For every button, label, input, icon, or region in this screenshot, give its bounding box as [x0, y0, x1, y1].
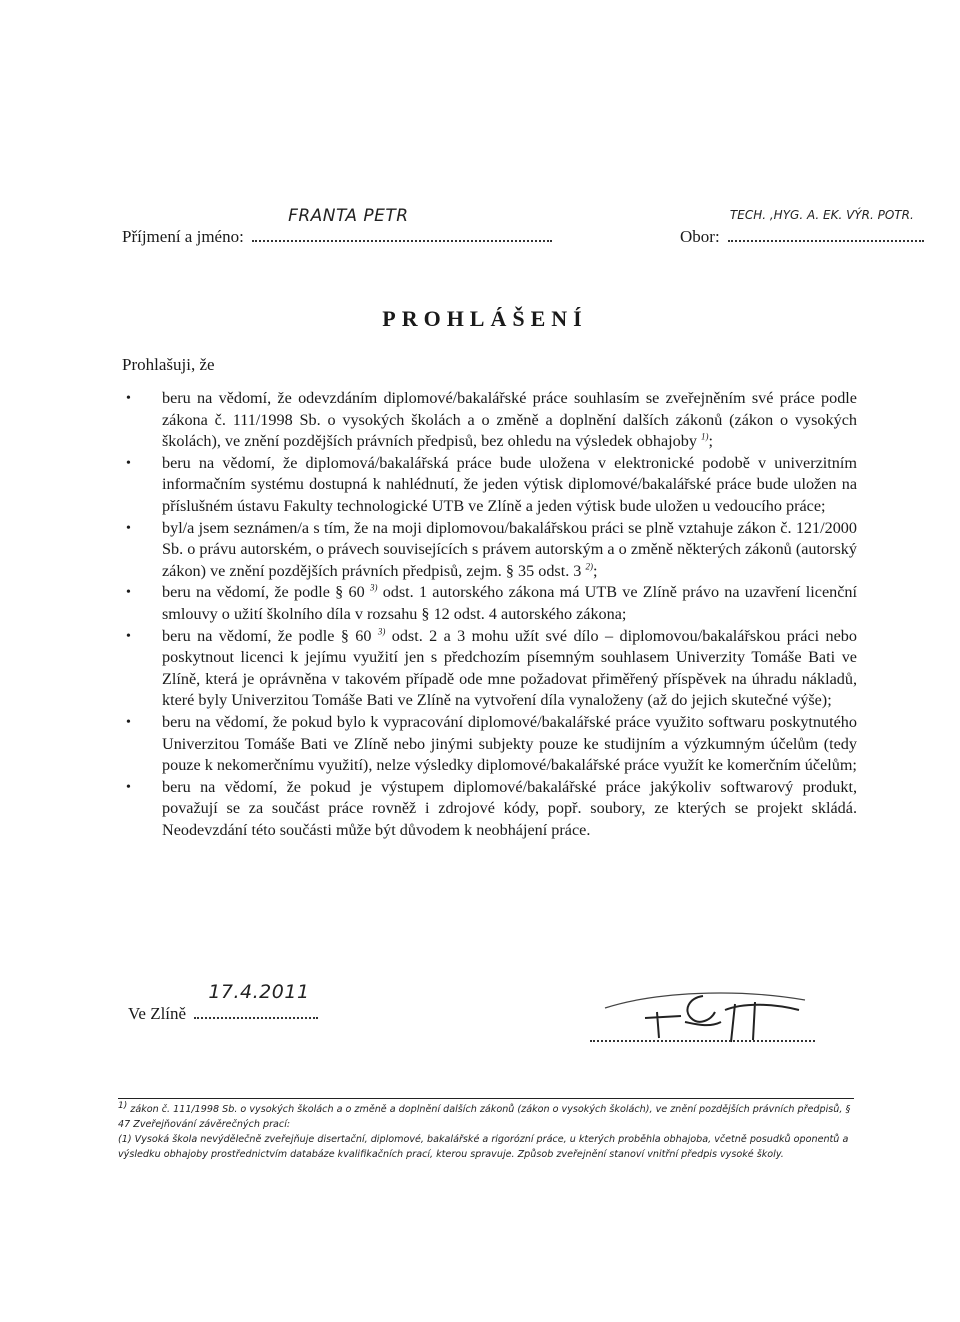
name-dotted-line	[252, 206, 552, 242]
list-item: • beru na vědomí, že odevzdáním diplomové/bakalářské práce souhlasím se zveřejněním své práce podle zákona č. 111/1998 Sb. o vysokých školách a o změně a doplnění dalších zákonů (zákon o vysokých školách), ve znění pozdějších právních předpisů, bez ohledu na výsledek obhajoby $^{1)}$;	[126, 389, 857, 451]
place-date-row	[128, 981, 318, 1024]
footnote-1: $^{1)}$ zákon č. 111/1998 Sb. o vysokých školách a o změně a doplnění dalších zákonů (zákon o vysokých školách), ve znění pozdějších právních předpisů, § 47 Zveřejňování závěrečných prací:	[118, 1100, 851, 1130]
list-item: • beru na vědomí, že podle § 60 $^{3)}$ odst. 1 autorského zákona má UTB ve Zlíně právo na uzavření licenční smlouvy o užití školního díla v rozsahu § 12 odst. 4 autorského zákona;	[126, 582, 858, 623]
bullet-icon: •	[126, 779, 131, 795]
declaration-list	[122, 388, 857, 841]
date-dotted-line	[194, 981, 318, 1019]
name-row	[122, 206, 552, 247]
footnote-divider	[118, 1098, 854, 1099]
bullet-icon: •	[126, 714, 131, 730]
bullet-icon: •	[126, 520, 131, 536]
bullet-icon: •	[126, 628, 131, 644]
list-item: • beru na vědomí, že pokud bylo k vypracování diplomové/bakalářské práce využito softwaru poskytnutého Univerzitou Tomáše Bati ve Zlíně nebo jinými subjekty pouze ke studijním a výzkumným účelům (tedy pouze k nekomerčnímu využití), nelze výsledky diplomové/bakalářské práce využít ke komerčním účelům;	[126, 712, 857, 775]
field-dotted-line	[728, 208, 924, 242]
list-item: • beru na vědomí, že pokud je výstupem diplomové/bakalářské práce jakýkoliv softwarový produkt, považují se za součást práce rovněž i zdrojové kódy, popř. soubory, ze kterých se projekt skládá. Neodevzdání této součásti může být důvodem k neobhájení práce.	[126, 777, 857, 839]
bullet-icon: •	[126, 585, 131, 601]
field-row	[680, 208, 924, 247]
name-handwritten: FRANTA PETR	[288, 206, 409, 226]
list-item: • beru na vědomí, že diplomová/bakalářská práce bude uložena v elektronické podobě v univerzitním informačním systému dostupná k nahlédnutí, že jeden výtisk diplomové/bakalářské práce bude uložen na příslušném ústavu Fakulty technologické UTB ve Zlíně a jeden výtisk bude uložen u vedoucího práce;	[126, 453, 857, 515]
field-handwritten: TECH. ,HYG. A. EK. VÝR. POTR.	[729, 208, 914, 222]
signature-dotted-line	[590, 1040, 815, 1042]
place-label: Ve Zlíně	[128, 1004, 187, 1023]
bullet-icon: •	[126, 455, 131, 471]
list-item: • byl/a jsem seznámen/a s tím, že na moji diplomovou/bakalářskou práci se plně vztahuje zákon č. 121/2000 Sb. o právu autorském, o právech souvisejících s právem autorským a o změně některých zákonů (autorský zákon) ve znění pozdějších právních předpisů, zejm. § 35 odst. 3 $^{2)}$;	[126, 518, 857, 580]
list-item: • beru na vědomí, že podle § 60 $^{3)}$ odst. 2 a 3 mohu užít své dílo – diplomovou/bakalářskou práci nebo poskytnout licenci k jejímu využití jen s předchozím písemným souhlasem Univerzity Tomáše Bati ve Zlíně, která je oprávněna v takovém případě ode mne požadovat přiměřený příspěvek na úhradu nákladů, které byly Univerzitou Tomáše Bati ve Zlíně na vytvoření díla vynaloženy (až do jejich skutečné výše);	[126, 626, 857, 710]
name-label: Příjmení a jméno:	[122, 227, 244, 246]
footnotes	[118, 1102, 858, 1162]
page-title: PROHLÁŠENÍ	[382, 306, 588, 331]
bullet-icon: •	[126, 391, 131, 406]
handwritten-signature	[585, 982, 815, 1046]
date-handwritten: 17.4.2011	[208, 981, 310, 1003]
footnote-1-paragraph: (1) Vysoká škola nevýdělečně zveřejňuje disertační, diplomové, bakalářské a rigorózní práce, u kterých proběhla obhajoba, včetně posudků oponentů a výsledku obhajoby prostřednictvím databáze kvalifikačních prací, kterou spravuje. Způsob zveřejnění stanoví vnitřní předpis vysoké školy.	[118, 1134, 849, 1160]
field-label: Obor:	[680, 227, 720, 246]
intro-text: Prohlašuji, že	[122, 355, 215, 374]
